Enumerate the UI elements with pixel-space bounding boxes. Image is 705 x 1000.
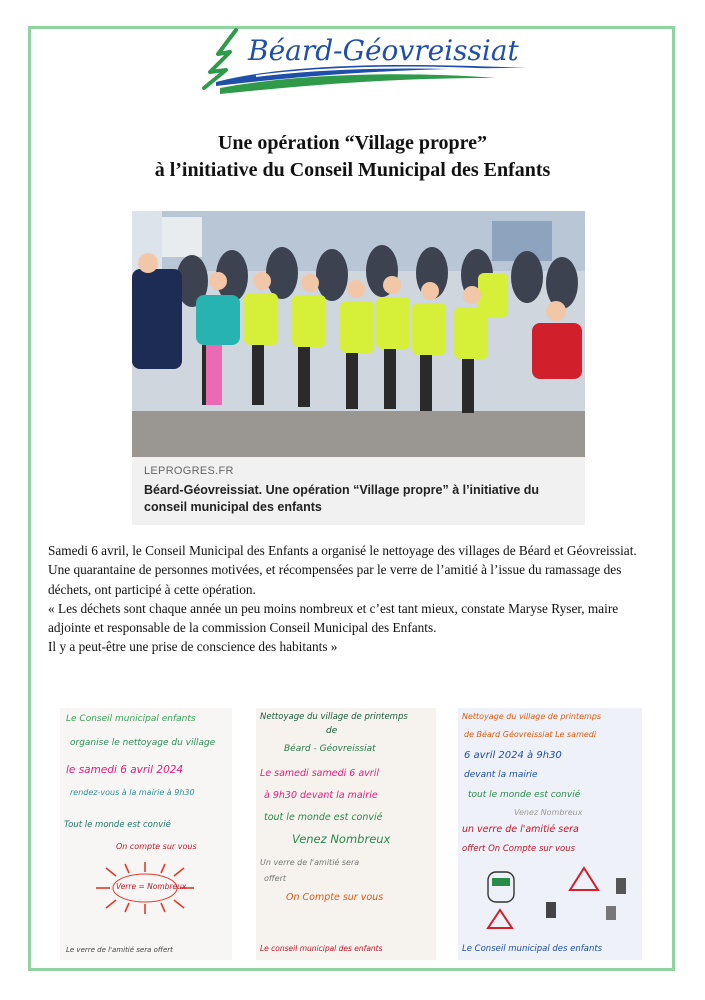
paragraph-1: Samedi 6 avril, le Conseil Municipal des Enfants a organisé le nettoyage des villages de Béard et Géovreissiat.: [48, 543, 637, 558]
title-line-2: à l’initiative du Conseil Municipal des Enfants: [154, 159, 551, 181]
poster-2-line: tout le monde est convié: [264, 812, 383, 823]
logo-text: Béard-Géovreissiat: [248, 34, 519, 67]
poster-3-line: de Béard Géovreissiat Le samedi: [464, 730, 597, 739]
poster-1-line: Le verre de l'amitié sera offert: [66, 946, 173, 954]
poster-3-line: 6 avril 2024 à 9h30: [464, 750, 562, 761]
poster-2-line: Nettoyage du village de printemps: [260, 712, 408, 722]
poster-2-line: de: [326, 726, 338, 736]
paragraph-3: « Les déchets sont chaque année un peu moins nombreux et c’est tant mieux, constate Maryse Ryser, maire adjointe et responsable de la commission Conseil Municipal des Enfants.: [48, 600, 619, 636]
poster-2: [256, 708, 436, 960]
title-line-1: Une opération “Village propre”: [217, 132, 488, 154]
paragraph-2: Une quarantaine de personnes motivées, et récompensées par le verre de l’amitié à l’issue du ramassage des déchets, ont participé à cette opération.: [48, 562, 622, 597]
group-photo: [132, 211, 585, 457]
poster-2-line: Le conseil municipal des enfants: [260, 944, 383, 953]
poster-2-line: Le samedi samedi 6 avril: [260, 768, 379, 779]
poster-2-line: Venez Nombreux: [292, 832, 391, 846]
poster-1-line: Verre = Nombreux: [116, 882, 187, 891]
card-source: LEPROGRES.FR: [144, 465, 234, 477]
paragraph-4: Il y a peut-être une prise de conscience des habitants »: [48, 639, 338, 655]
poster-2-line: On Compte sur vous: [286, 892, 384, 903]
card-headline[interactable]: Béard-Géovreissiat. Une opération “Village propre” à l’initiative du conseil municipal des enfants: [144, 483, 540, 514]
poster-2-line: Un verre de l'amitié sera: [260, 858, 360, 867]
article-card[interactable]: [132, 211, 585, 525]
poster-3-line: Le Conseil municipal des enfants: [462, 944, 603, 954]
poster-2-line: offert: [264, 874, 287, 883]
poster-2-line: Béard - Géovreissiat: [284, 744, 376, 754]
poster-1: [60, 708, 232, 960]
poster-3-line: Nettoyage du village de printemps: [462, 712, 602, 721]
poster-1-line: organise le nettoyage du village: [70, 738, 216, 748]
poster-2-line: à 9h30 devant la mairie: [264, 790, 378, 801]
poster-3-line: tout le monde est convié: [468, 790, 581, 800]
poster-3-line: un verre de l'amitié sera: [462, 824, 579, 835]
poster-3-line: offert On Compte sur vous: [462, 844, 576, 854]
poster-1-line: le samedi 6 avril 2024: [66, 764, 184, 776]
poster-1-line: Tout le monde est convié: [64, 820, 171, 830]
poster-3-line: Venez Nombreux: [514, 808, 583, 817]
poster-1-line: rendez-vous à la mairie à 9h30: [70, 788, 195, 797]
poster-3-line: devant la mairie: [464, 770, 538, 780]
poster-3: [458, 708, 642, 960]
page-title: [40, 130, 665, 184]
poster-1-line: On compte sur vous: [116, 842, 197, 851]
poster-1-line: Le Conseil municipal enfants: [66, 714, 196, 724]
poster-3-trash-drawing: [466, 862, 636, 942]
town-logo: [196, 24, 536, 96]
article-body: [48, 541, 660, 657]
